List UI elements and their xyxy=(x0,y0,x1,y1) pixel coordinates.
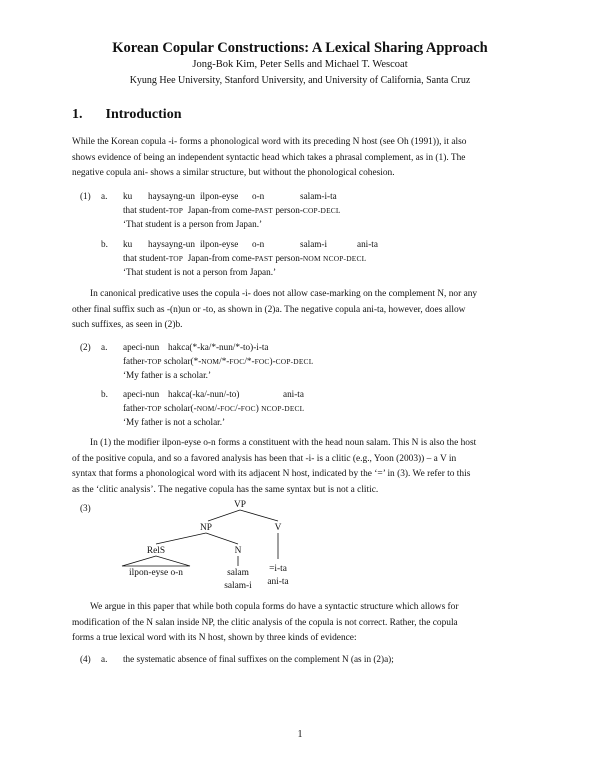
section-title: Introduction xyxy=(105,107,182,122)
gloss: come- xyxy=(231,205,255,215)
example-label: a. xyxy=(101,654,108,664)
translation: ‘My father is a scholar.’ xyxy=(123,370,212,380)
para2-line3: such suffixes, as seen in (2)b. xyxy=(72,320,183,330)
gloss-smallcaps: PAST xyxy=(254,254,274,263)
gloss-smallcaps: FOC xyxy=(240,404,256,413)
example-label: a. xyxy=(101,342,108,352)
para4-line2: modification of the N salan inside NP, the clitic analysis of the copula is not correct. Rather, the copula xyxy=(72,617,458,628)
gloss-smallcaps: TOP xyxy=(168,206,184,215)
para3-line4: as the ‘clitic analysis’. The negative copula has the same syntax but is not a clitic. xyxy=(72,484,379,495)
example-number: (4) xyxy=(80,654,91,664)
gloss-smallcaps: FOC xyxy=(220,404,236,413)
gloss: scholar(- xyxy=(164,403,197,413)
tree-leaf-v1: =i-ta xyxy=(269,564,287,574)
para1-line1: While the Korean copula -i- forms a phonological word with its preceding N host (see Oh (1991)), it also xyxy=(72,137,467,147)
gloss-smallcaps: NOM xyxy=(302,254,321,263)
para2-line1: In canonical predicative uses the copula -i- does not allow case-marking on the complement N, nor any xyxy=(90,289,478,299)
gloss-smallcaps: TOP xyxy=(147,404,162,413)
word: apeci-nun xyxy=(123,389,160,399)
gloss-smallcaps: FOC xyxy=(229,357,245,366)
tree-node-vp: VP xyxy=(234,500,246,510)
gloss-smallcaps: TOP xyxy=(168,254,184,263)
gloss: person- xyxy=(275,205,303,215)
example-label: b. xyxy=(101,389,108,399)
tree-node-rels: RelS xyxy=(146,546,166,556)
intro-paragraph xyxy=(72,135,529,182)
tree-node-n: N xyxy=(234,546,242,556)
para1-line2: shows evidence of being an independent syntactic head which takes a phrasal complement, as in (1). The xyxy=(72,152,466,163)
evidence-item: the systematic absence of final suffixes on the complement N (as in (2)a); xyxy=(123,654,394,664)
argument-paragraph xyxy=(72,600,529,647)
section-number: 1. xyxy=(72,107,83,122)
canonical-paragraph xyxy=(72,287,529,334)
gloss: Japan-from xyxy=(187,253,230,263)
gloss: that xyxy=(123,205,137,215)
word: ani-ta xyxy=(283,389,304,399)
gloss: father- xyxy=(123,403,148,413)
word: haysayng-un xyxy=(148,239,195,249)
word: salam-i-ta xyxy=(300,191,337,201)
gloss-smallcaps: COP-DECL xyxy=(275,357,314,366)
gloss: /*- xyxy=(219,356,230,366)
example-number: (1) xyxy=(80,191,91,201)
section-heading xyxy=(72,107,181,123)
gloss: )- xyxy=(269,356,276,366)
gloss-smallcaps: NCOP-DECL xyxy=(323,254,367,263)
word: salam-i xyxy=(300,239,328,249)
gloss: ) xyxy=(255,403,259,413)
para4-line1: We argue in this paper that while both copula forms do have a syntactic structure which allows for xyxy=(90,602,459,612)
gloss-smallcaps: TOP xyxy=(147,357,162,366)
gloss: Japan-from xyxy=(187,205,230,215)
word: ku xyxy=(123,239,133,249)
gloss: that xyxy=(123,253,137,263)
gloss-smallcaps: COP-DECL xyxy=(302,206,341,215)
para3-line1: In (1) the modifier ilpon-eyse o-n forms a constituent with the head noun salam. This N is also the host xyxy=(90,438,477,448)
word: haysayng-un xyxy=(148,191,195,201)
translation: ‘My father is not a scholar.’ xyxy=(123,417,226,427)
gloss-smallcaps: NOM xyxy=(201,357,220,366)
example-number: (3) xyxy=(80,503,91,513)
tree-leaf-n1: salam xyxy=(227,568,249,578)
clitic-paragraph xyxy=(72,436,529,498)
gloss-smallcaps: NOM xyxy=(196,404,215,413)
translation: ‘That student is not a person from Japan.’ xyxy=(123,267,277,277)
gloss: student- xyxy=(139,253,169,263)
tree-leaf-rels: ilpon-eyse o-n xyxy=(129,568,183,578)
example-label: a. xyxy=(101,191,108,201)
paper-title: Korean Copular Constructions: A Lexical Sharing Approach xyxy=(112,40,488,56)
word: apeci-nun xyxy=(123,342,160,352)
tree-node-v: V xyxy=(274,523,282,533)
word: ku xyxy=(123,191,133,201)
para3-line3: syntax that forms a phonological word with its adjacent N host, indicated by the ‘=’ in (3). We refer to this xyxy=(72,469,471,479)
tree-leaf-v2: ani-ta xyxy=(267,577,289,587)
gloss-smallcaps: NCOP-DECL xyxy=(261,404,305,413)
gloss: person- xyxy=(275,253,303,263)
paper-authors: Jong-Bok Kim, Peter Sells and Michael T. Wescoat xyxy=(192,59,408,70)
word: o-n xyxy=(252,191,265,201)
gloss: father- xyxy=(123,356,148,366)
example-label: b. xyxy=(101,239,108,249)
word: ilpon-eyse xyxy=(200,239,239,249)
word: ilpon-eyse xyxy=(200,191,239,201)
syntax-tree xyxy=(100,496,340,592)
page-number: 1 xyxy=(297,729,303,740)
tree-leaf-n2: salam-i xyxy=(224,581,252,591)
gloss: /- xyxy=(235,403,241,413)
gloss-smallcaps: PAST xyxy=(254,206,274,215)
tree-node-np: NP xyxy=(200,523,212,533)
word: o-n xyxy=(252,239,265,249)
example-number: (2) xyxy=(80,342,91,352)
para4-line3: forms a true lexical word with its N host, shown by three kinds of evidence: xyxy=(72,633,357,643)
word: ani-ta xyxy=(357,239,378,249)
gloss: /- xyxy=(214,403,221,413)
tree-triangle xyxy=(122,556,190,566)
para1-line3: negative copula ani- shows a similar structure, but without the phonological cohesion. xyxy=(72,168,395,178)
gloss: student- xyxy=(139,205,169,215)
gloss-smallcaps: FOC xyxy=(254,357,270,366)
gloss: /*- xyxy=(244,356,255,366)
para2-line2: other final suffix such as -(n)un or -to, as shown in (2)a. The negative copula ani-ta, however, does allow xyxy=(72,304,466,315)
para3-line2: of the positive copula, and so a favored analysis has been that -i- is a clitic (e.g., Yoon (2003)) – a V in xyxy=(72,453,457,464)
word: hakca(*-ka/*-nun/*-to)-i-ta xyxy=(168,342,269,352)
gloss: come- xyxy=(231,253,255,263)
gloss: scholar(*- xyxy=(164,356,202,366)
translation: ‘That student is a person from Japan.’ xyxy=(123,219,263,229)
word: hakca(-ka/-nun/-to) xyxy=(168,389,240,399)
paper-affiliation: Kyung Hee University, Stanford University, and University of California, Santa Cruz xyxy=(129,75,471,86)
